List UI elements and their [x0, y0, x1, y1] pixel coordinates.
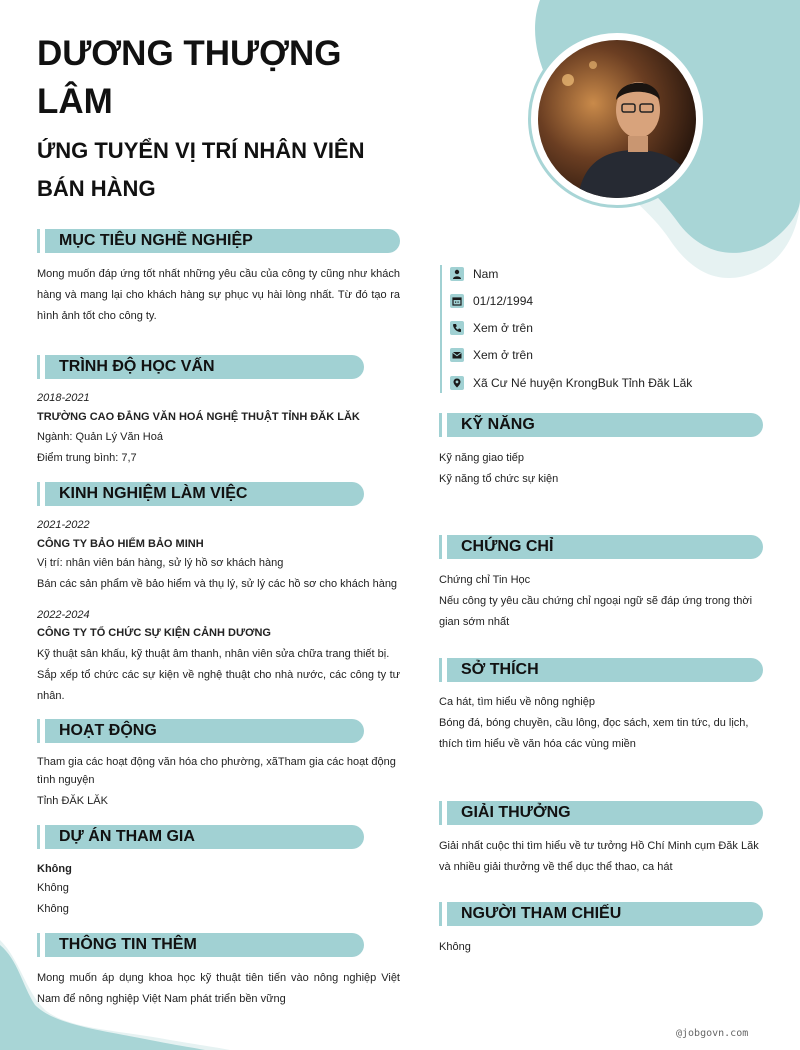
certificate-item: Nếu công ty yêu cầu chứng chỉ ngoại ngữ sẽ đáp ứng trong thời gian sớm nhất: [439, 595, 753, 628]
calendar-icon: [450, 294, 464, 308]
experience-period: 2022-2024: [37, 609, 90, 621]
applied-position: ỨNG TUYỂN VỊ TRÍ NHÂN VIÊN BÁN HÀNG: [37, 138, 365, 201]
experience-company: CÔNG TY TỔ CHỨC SỰ KIỆN CẢNH DƯƠNG: [37, 627, 271, 639]
awards-text: Giải nhất cuộc thi tìm hiểu về tư tưởng Hồ Chí Minh cụm Đăk Lăk và nhiều giải thưởng về thể dục thể thao, ca hát: [439, 840, 759, 873]
section-title-hobbies: SỞ THÍCH: [439, 658, 763, 682]
section-title-references: NGƯỜI THAM CHIẾU: [439, 902, 763, 926]
section-title-skills: KỸ NĂNG: [439, 413, 763, 437]
certificate-item: Chứng chỉ Tin Học: [439, 574, 531, 586]
section-title-certificates: CHỨNG CHỈ: [439, 535, 763, 559]
experience-detail: Kỹ thuật sân khấu, kỹ thuật âm thanh, nhân viên sửa chữa trang thiết bị.: [37, 648, 390, 660]
mail-icon: [450, 348, 464, 362]
section-title-more-info: THÔNG TIN THÊM: [37, 933, 364, 957]
watermark: @jobgovn.com: [676, 1028, 749, 1039]
hobby-item: Ca hát, tìm hiểu về nông nghiệp: [439, 696, 595, 708]
skill-item: Kỹ năng giao tiếp: [439, 452, 525, 464]
candidate-name: DƯƠNG THƯỢNG LÂM: [37, 34, 342, 121]
section-title-education: TRÌNH ĐỘ HỌC VẤN: [37, 355, 364, 379]
phone-icon: [450, 321, 464, 335]
info-phone: Xem ở trên: [450, 319, 533, 337]
info-birthday: 01/12/1994: [450, 292, 533, 310]
project-name: Không: [37, 863, 72, 875]
experience-company: CÔNG TY BẢO HIỂM BẢO MINH: [37, 538, 204, 550]
info-gender: Nam: [450, 265, 498, 283]
info-email: Xem ở trên: [450, 346, 533, 364]
section-title-objective: MỤC TIÊU NGHỀ NGHIỆP: [37, 229, 400, 253]
more-info-text: Mong muốn áp dụng khoa học kỹ thuật tiên tiến vào nông nghiệp Việt Nam để nông nghiệp Việt Nam phát triển bền vững: [37, 972, 400, 1005]
hobby-item: Bóng đá, bóng chuyền, cầu lông, đọc sách, xem tin tức, du lịch, thích tìm hiểu về văn hóa các vùng miền: [439, 717, 749, 750]
section-title-experience: KINH NGHIỆM LÀM VIỆC: [37, 482, 364, 506]
location-icon: [450, 376, 464, 390]
education-period: 2018-2021: [37, 392, 90, 404]
experience-period: 2021-2022: [37, 519, 90, 531]
project-detail: Không: [37, 882, 69, 894]
experience-detail: Bán các sản phẩm về bảo hiểm và thụ lý, sử lý các hồ sơ cho khách hàng: [37, 578, 398, 590]
info-divider: [440, 265, 442, 393]
section-title-awards: GIẢI THƯỞNG: [439, 801, 763, 825]
profile-photo: [538, 40, 696, 198]
section-title-projects: DỰ ÁN THAM GIA: [37, 825, 364, 849]
person-icon: [450, 267, 464, 281]
experience-detail: Sắp xếp tổ chức các sự kiện về nghệ thuật cho nhà nước, các công ty tư nhân.: [37, 669, 400, 702]
activities-text: Tham gia các hoạt động văn hóa cho phường, xãTham gia các hoạt động tình nguyện: [37, 756, 396, 786]
skill-item: Kỹ năng tổ chức sự kiện: [439, 473, 559, 485]
info-address: Xã Cư Né huyện KrongBuk Tỉnh Đăk Lăk: [450, 374, 692, 392]
education-gpa: Điểm trung bình: 7,7: [37, 452, 137, 464]
project-detail: Không: [37, 903, 69, 915]
references-text: Không: [439, 941, 471, 953]
objective-text: Mong muốn đáp ứng tốt nhất những yêu cầu của công ty cũng như khách hàng và mang lại cho khách hàng sự phục vụ hài lòng nhất. Từ đó tạo ra hình ảnh tốt cho công ty.: [37, 268, 400, 322]
experience-detail: Vị trí: nhân viên bán hàng, sử lý hồ sơ khách hàng: [37, 557, 284, 569]
section-title-activities: HOẠT ĐỘNG: [37, 719, 364, 743]
avatar: [528, 30, 706, 208]
education-major: Ngành: Quản Lý Văn Hoá: [37, 431, 163, 443]
activities-place: Tỉnh ĐĂK LĂK: [37, 795, 108, 807]
education-school: TRƯỜNG CAO ĐẲNG VĂN HOÁ NGHỆ THUẬT TỈNH ĐĂK LĂK: [37, 411, 360, 423]
